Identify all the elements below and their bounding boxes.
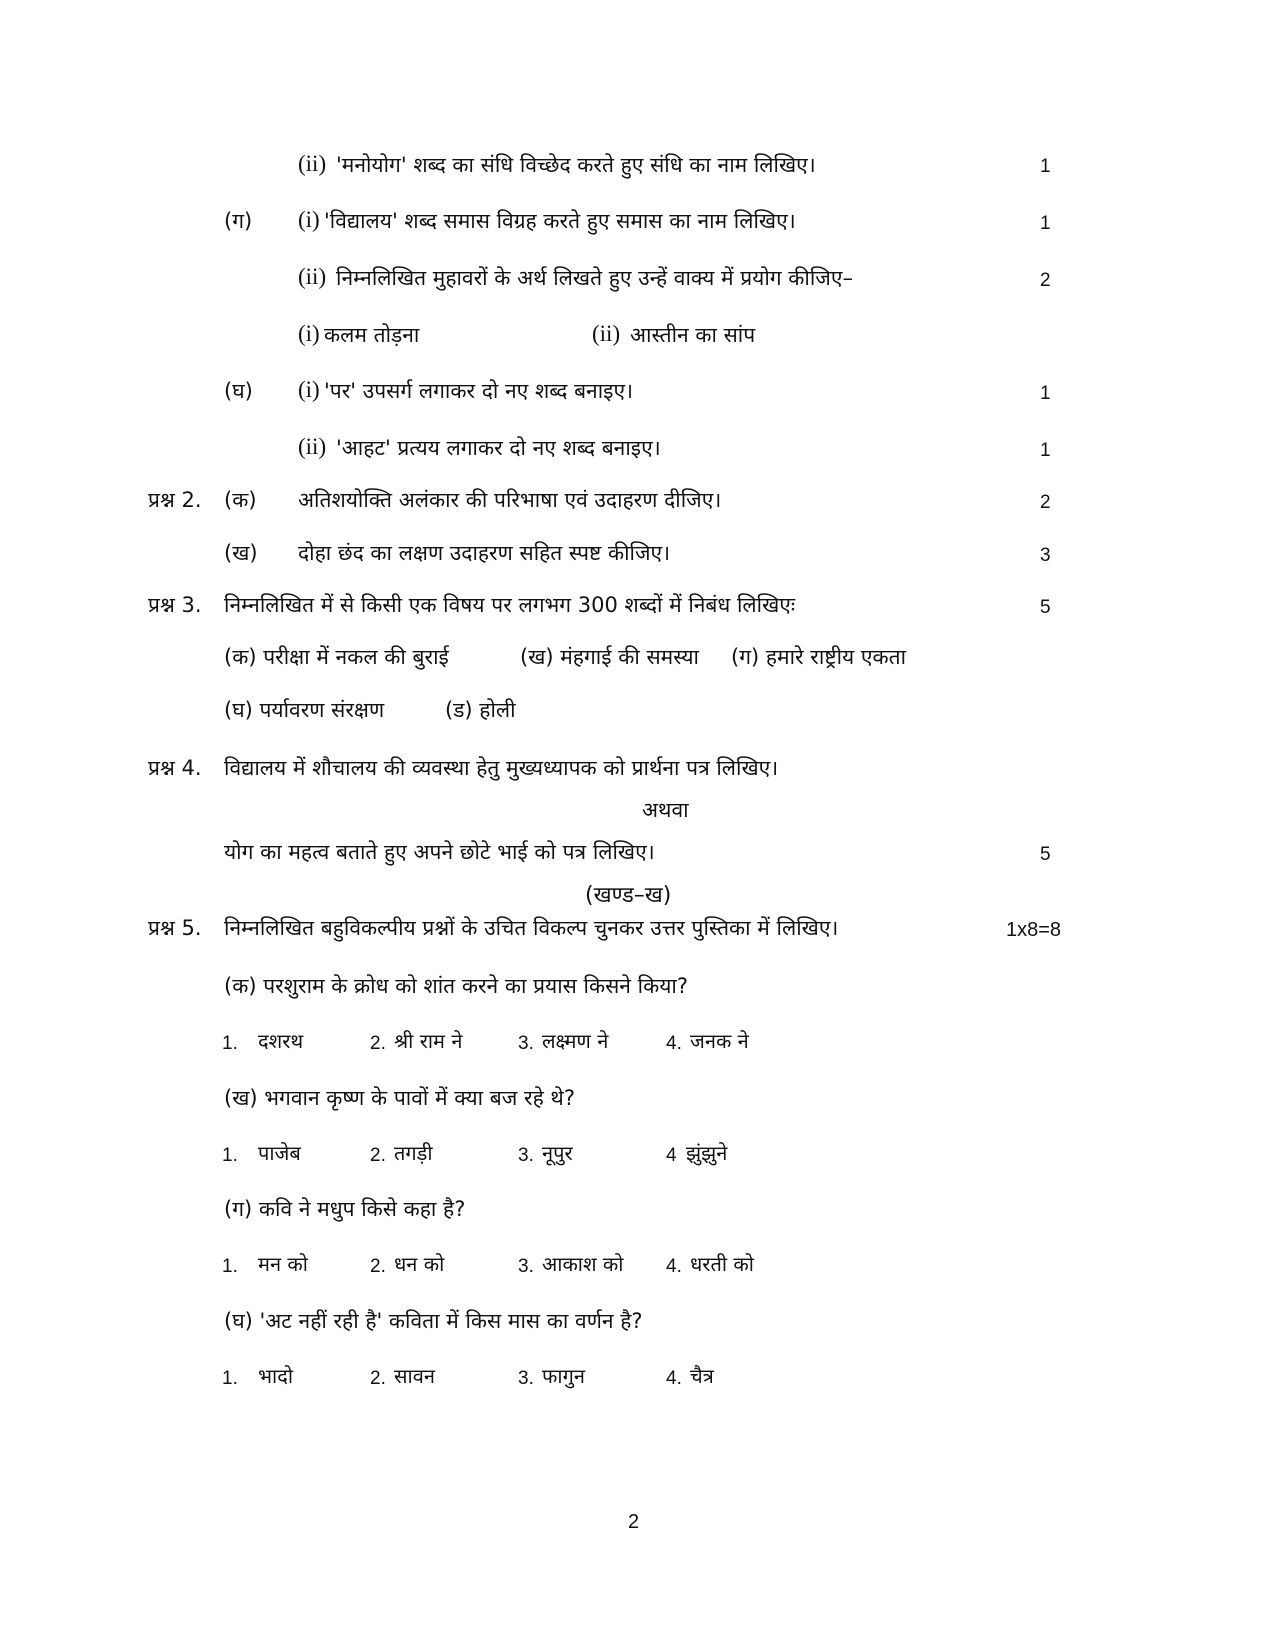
mcq-question: (घ) 'अट नहीं रही है' कविता में किस मास का वर्णन है? (224, 1309, 643, 1333)
mcq-option-number: 2. (370, 1368, 386, 1389)
q1-gha-ii-marks: 1 (1040, 440, 1051, 461)
mcq-question: (ख) भगवान कृष्ण के पावों में क्या बज रहे थे? (224, 1086, 575, 1110)
q2-kha-label: (ख) (224, 541, 258, 565)
mcq-option-number: 3. (518, 1368, 534, 1389)
q1-ga-ii-text: निम्नलिखित मुहावरों के अर्थ लिखते हुए उन्हें वाक्य में प्रयोग कीजिए– (336, 266, 853, 290)
q1-ka-ii-marks: 1 (1040, 156, 1051, 177)
mcq-option-number: 4. (666, 1256, 682, 1277)
mcq-option-number: 2. (370, 1256, 386, 1277)
mcq-option-text: चैत्र (690, 1364, 714, 1388)
q3-text: निम्नलिखित में से किसी एक विषय पर लगभग 300 शब्दों में निबंध लिखिएः (224, 593, 796, 617)
mcq-option-text: नूपुर (542, 1141, 573, 1165)
q1-ga-ii-marks: 2 (1040, 270, 1051, 291)
q2-ka-text: अतिशयोक्ति अलंकार की परिभाषा एवं उदाहरण दीजिए। (298, 488, 722, 512)
mcq-option-text: श्री राम ने (394, 1029, 463, 1053)
q1-ga-ii-label: (ii) (298, 264, 327, 289)
mcq-option-text: लक्ष्मण ने (542, 1029, 609, 1053)
q1-gha-i-marks: 1 (1040, 383, 1051, 404)
q1-ga-i-text: 'विद्यालय' शब्द समास विग्रह करते हुए समास का नाम लिखिए। (324, 209, 796, 233)
q2-ka-marks: 2 (1040, 492, 1051, 513)
mcq-option-number: 1. (222, 1145, 238, 1166)
mcq-option-text: मन को (258, 1252, 308, 1276)
q3-label: प्रश्न 3. (148, 593, 202, 617)
mcq-option-number: 2. (370, 1033, 386, 1054)
mcq-option-number: 3. (518, 1145, 534, 1166)
q1-gha-ii-label: (ii) (298, 434, 327, 459)
essay-topic: (ख) मंहगाई की समस्या (520, 645, 699, 669)
q2-kha-marks: 3 (1040, 545, 1051, 566)
mcq-option-text: पाजेब (258, 1141, 301, 1165)
mcq-option-number: 2. (370, 1145, 386, 1166)
section-heading: (खण्ड–ख) (585, 883, 672, 908)
mcq-option-text: भादो (258, 1364, 294, 1388)
idiom-2-text: आस्तीन का सांप (630, 323, 756, 347)
mcq-option-text: झुंझुने (686, 1141, 728, 1165)
mcq-option-text: धरती को (690, 1252, 754, 1276)
q5-label: प्रश्न 5. (148, 916, 202, 940)
q4-or: अथवा (642, 798, 689, 822)
mcq-option-text: तगड़ी (394, 1141, 433, 1165)
q4-marks: 5 (1040, 844, 1051, 865)
essay-topic: (ड) होली (445, 698, 516, 722)
q4-label: प्रश्न 4. (148, 756, 202, 780)
idiom-1-label: (i) (298, 321, 320, 346)
mcq-question: (ग) कवि ने मधुप किसे कहा है? (224, 1197, 466, 1221)
essay-topic: (क) परीक्षा में नकल की बुराई (224, 645, 449, 669)
q1-ka-ii-text: 'मनोयोग' शब्द का संधि विच्छेद करते हुए संधि का नाम लिखिए। (336, 153, 816, 177)
mcq-option-text: दशरथ (258, 1029, 304, 1053)
idiom-1-text: कलम तोड़ना (324, 323, 420, 347)
q2-label: प्रश्न 2. (148, 488, 202, 512)
mcq-option-number: 3. (518, 1033, 534, 1054)
q1-gha-i-label: (i) (298, 377, 320, 402)
mcq-option-number: 1. (222, 1368, 238, 1389)
q4-text: विद्यालय में शौचालय की व्यवस्था हेतु मुख्यध्यापक को प्रार्थना पत्र लिखिए। (224, 756, 779, 780)
q1-ka-ii-label: (ii) (298, 151, 327, 176)
essay-topic: (घ) पर्यावरण संरक्षण (224, 698, 385, 722)
q1-gha-label: (घ) (224, 379, 253, 403)
mcq-option-number: 4. (666, 1033, 682, 1054)
q3-marks: 5 (1040, 597, 1051, 618)
mcq-option-number: 4. (666, 1368, 682, 1389)
q5-text: निम्नलिखित बहुविकल्पीय प्रश्नों के उचित विकल्प चुनकर उत्तर पुस्तिका में लिखिए। (224, 916, 839, 940)
mcq-option-number: 1. (222, 1033, 238, 1054)
q1-gha-ii-text: 'आहट' प्रत्यय लगाकर दो नए शब्द बनाइए। (336, 436, 661, 460)
q2-kha-text: दोहा छंद का लक्षण उदाहरण सहित स्पष्ट कीजिए। (298, 541, 671, 565)
mcq-option-text: जनक ने (690, 1029, 749, 1053)
mcq-option-number: 4 (666, 1145, 677, 1166)
mcq-question: (क) परशुराम के क्रोध को शांत करने का प्रयास किसने किया? (224, 974, 688, 998)
mcq-option-number: 3. (518, 1256, 534, 1277)
q1-gha-i-text: 'पर' उपसर्ग लगाकर दो नए शब्द बनाइए। (324, 379, 634, 403)
essay-topic: (ग) हमारे राष्ट्रीय एकता (731, 645, 907, 669)
q1-ga-i-marks: 1 (1040, 213, 1051, 234)
q2-ka-label: (क) (224, 488, 257, 512)
mcq-option-text: फागुन (542, 1364, 585, 1388)
mcq-option-number: 1. (222, 1256, 238, 1277)
mcq-option-text: आकाश को (542, 1252, 624, 1276)
page-number: 2 (628, 1511, 640, 1533)
q1-ga-label: (ग) (224, 209, 253, 233)
q5-marks: 1x8=8 (1006, 919, 1062, 941)
mcq-option-text: धन को (394, 1252, 445, 1276)
mcq-option-text: सावन (394, 1364, 435, 1388)
idiom-2-label: (ii) (592, 321, 621, 346)
q4-alt-text: योग का महत्व बताते हुए अपने छोटे भाई को पत्र लिखिए। (224, 840, 655, 864)
q1-ga-i-label: (i) (298, 207, 320, 232)
